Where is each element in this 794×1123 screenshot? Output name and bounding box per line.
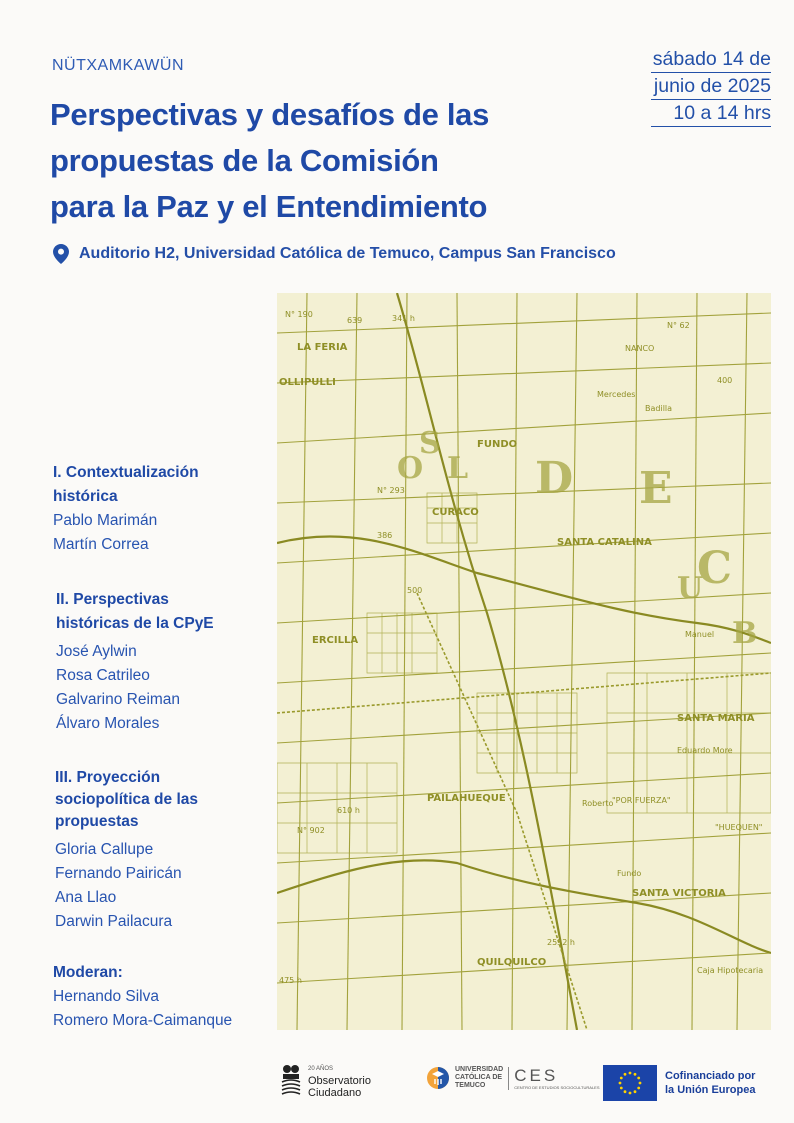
uct-line: CATÓLICA DE [455,1074,503,1081]
map-letter: L [447,451,469,486]
eu-line: la Unión Europea [665,1084,756,1096]
title-line: Perspectivas y desafíos de las [50,97,490,132]
map-label: NANCO [625,344,655,353]
eu-line: Cofinanciado por [665,1070,756,1082]
map-label: SANTA MARIA [677,713,755,724]
title-line: para la Paz y el Entendimiento [50,189,488,224]
map-label: Badilla [645,404,673,413]
obs-name: Observatorio [308,1075,371,1087]
title-line: propuestas de la Comisión [50,143,439,178]
speaker-name: Hernando Silva [53,988,159,1005]
map-letter: B [732,616,758,651]
map-label: N° 902 [297,826,325,835]
historical-map-image [277,293,771,1030]
date-line: sábado 14 de [651,46,771,73]
map-label: Mercedes [597,390,636,399]
map-label: Roberto [582,799,614,808]
section-title: Moderan: [53,964,123,981]
map-label: Caja Hipotecaria [697,966,764,975]
map-label: ERCILLA [312,635,359,646]
map-label: 610 h [337,806,360,815]
program-section-2 [56,588,214,736]
program-section-3 [55,767,198,934]
map-label: 341 h [392,314,415,323]
speaker-name: Fernando Pairicán [55,865,182,882]
event-location [53,244,616,264]
speaker-name: Álvaro Morales [56,715,160,732]
section-title: III. Proyección sociopolítica de las propuestas [55,769,198,830]
map-label: 400 [717,376,733,385]
obs-years: 20 AÑOS [308,1066,334,1072]
map-letter: S [419,426,441,461]
observatorio-ciudadano-logo [280,1063,371,1099]
map-label: 500 [407,586,423,595]
map-label: Eduardo More [677,746,733,755]
uct-line: UNIVERSIDAD [455,1066,504,1073]
map-label: 2532 h [547,938,575,947]
section-title: II. Perspectivas históricas de la CPyE [56,591,214,632]
kicker: NÜTXAMKAWÜN [52,57,185,74]
uct-line: TEMUCO [455,1082,486,1089]
map-pin-icon [53,244,69,264]
map-label: CURACO [432,507,479,518]
map-label: "POR FUERZA" [612,796,671,805]
location-text: Auditorio H2, Universidad Católica de Temuco, Campus San Francisco [79,245,616,262]
speaker-name: Galvarino Reiman [56,691,181,708]
map-label: Manuel [685,630,715,639]
moderators-section [53,961,232,1033]
map-label: "HUEQUEN" [715,823,763,832]
obs-name: Ciudadano [308,1087,362,1099]
ces-subtitle: CENTRO DE ESTUDIOS SOCIOCULTURALES [514,1084,600,1090]
map-letter: E [639,463,673,514]
map-letter: D [535,453,574,504]
map-label: OLLIPULLI [279,377,336,388]
speaker-name: Romero Mora-Caimanque [53,1012,233,1029]
map-letter: C [697,543,733,594]
time-line: 10 a 14 hrs [651,100,771,127]
map-label: FUNDO [477,439,518,450]
speaker-name: Pablo Marimán [53,512,158,529]
speaker-name: Darwin Pailacura [55,913,173,930]
eu-cofunding-logo [603,1065,755,1101]
map-label: N° 62 [667,321,690,330]
ces-acronym: CES [514,1065,559,1085]
uct-ces-logo [426,1066,600,1090]
map-label: SANTA VICTORIA [632,888,726,899]
map-letter: U [677,571,704,606]
map-label: QUILQUILCO [477,957,547,968]
speaker-name: Gloria Callupe [55,841,154,858]
program-section-1 [53,461,199,557]
speaker-name: Martín Correa [53,536,149,553]
map-label: N° 190 [285,310,313,319]
page-title [50,92,610,230]
section-title: I. Contextualización histórica [53,464,199,505]
map-label: 475 h [279,976,302,985]
map-label: SANTA CATALINA [557,537,652,548]
observatorio-emblem-icon [280,1063,302,1099]
speaker-name: Ana Llao [55,889,117,906]
map-label: PAILAHUEQUE [427,793,506,804]
date-line: junio de 2025 [651,73,771,100]
map-label: 639 [347,316,363,325]
speaker-name: Rosa Catrileo [56,667,150,684]
map-label: LA FERIA [297,342,348,353]
map-label: Fundo [617,869,642,878]
map-label: 386 [377,531,393,540]
map-letter: O [397,451,424,486]
speaker-name: José Aylwin [56,643,137,660]
eu-flag-icon [603,1065,657,1101]
map-label: N° 293 [377,486,405,495]
event-date [651,46,771,127]
uct-emblem-icon [426,1066,450,1090]
